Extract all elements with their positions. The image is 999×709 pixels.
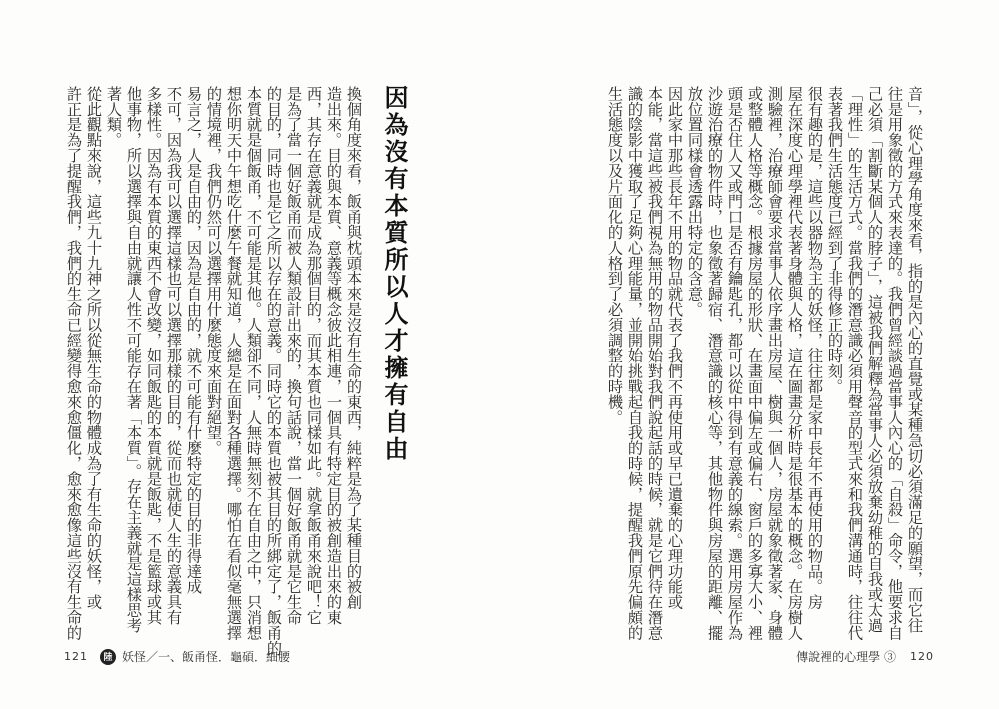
text-column: 因此家中那些長年不用的物品就代表了我們不再使用或早已遺棄的心理功能或 (666, 86, 684, 610)
chapter-badge: 陸 (100, 649, 116, 665)
text-column: 易言之，人是自由的，因為是自由的，就不可能有什麼特定的目的非得達成 (185, 86, 203, 595)
page-number: 120 (910, 650, 934, 663)
text-column: 不可，因為我可以選擇這樣也可以選擇那樣的目的，從而也就使人生的意義具有 (165, 86, 183, 625)
running-header: 妖怪／一、飯甬怪．龜碩．細腰 (122, 650, 291, 664)
text-column: 或整體人格等概念。根據房屋的形狀、在畫面中偏左或偏右、窗戶的多寡大小、裡 (746, 86, 764, 641)
text-column: 許正是為了提醒我們，我們的生命已經變得愈來愈僵化，愈來愈像這些沒有生命的 (65, 86, 83, 641)
right-footer (796, 648, 934, 665)
text-column: 從此觀點來說，這些九十九神之所以從無生命的物體成為了有生命的妖怪，或 (85, 86, 103, 610)
text-column: 「理性」的生活方式。當我們的潛意識必須用聲音的型式來和我們溝通時，往往代 (846, 86, 864, 641)
text-column: 本能，當這些被我們視為無用的物品開始對我們說起話的時候，就是它們待在潛意 (646, 86, 664, 641)
text-column: 的情境裡，我們仍然可以選擇用什麼態度來面對絕望。 (205, 86, 223, 456)
text-column: 是為了當一個好飯甬而被人類設計出來的，換句話說，當一個好飯甬就是它生命 (285, 86, 303, 625)
text-column: 著人類。 (105, 86, 123, 148)
text-column: 音」，從心理學角度來看，指的是內心的直覺或某種急切必須滿足的願望，而它往 (906, 86, 924, 633)
text-column: 往是用象徵的方式來表達的。我們曾經談過當事人內心的「自殺」命令，他要求自 (886, 86, 904, 641)
page-number: 121 (64, 650, 88, 663)
text-column: 己必須「割斷某個人的脖子」，這被我們解釋為當事人必須放棄幼稚的自我或太過 (866, 86, 884, 633)
text-column: 換個角度來看，飯甬與枕頭本來是沒有生命的東西，純粹是為了某種目的被創 (345, 86, 363, 610)
text-column: 很有趣的是，這些以器物為主的妖怪，往往都是家中長年不再使用的物品。房 (806, 86, 824, 610)
text-column: 識的陰影中獲取了足夠心理能量，並開始挑戰起自我的時候，提醒我們原先偏頗的 (626, 86, 644, 641)
text-column: 沙遊治療的物件時，也象徵著歸宿、潛意識的核心等，其他物件與房屋的距離、擺 (706, 86, 724, 641)
text-column: 西，其存在意義就是成為那個目的，而其本質也同樣如此。就拿飯甬來說吧！它 (305, 86, 323, 625)
text-column: 屋在深度心理學裡代表著身體與人格，這在圖畫分析時是很基本的概念。在房樹人 (786, 86, 804, 641)
book-title: 傳說裡的心理學 ③ (796, 650, 896, 664)
text-column: 的目的，同時也是它之所以存在的意義。同時它的本質也被其目的所綁定了，飯甬的 (265, 86, 283, 656)
text-column: 頭是否住人又或門口是否有鑰匙孔，都可以從中得到有意義的線索。選用房屋作為 (726, 86, 744, 641)
text-column: 表著我們生活態度已經到了非得修正的時刻。 (826, 86, 844, 394)
text-column: 生活態度以及片面化的人格到了必須調整的時機。 (606, 86, 624, 425)
left-footer (64, 648, 290, 665)
text-column: 他事物，所以選擇與自由就讓人性不可能存在著「本質」。存在主義就是這樣思考 (125, 86, 143, 633)
text-column: 本質就是個飯甬，不可能是其他。人類卻不同，人無時無刻不在自由之中，只消想 (245, 86, 263, 641)
text-column: 造出來。目的與本質、意義等概念彼此相連，一個具有特定目的被創造出來的東 (325, 86, 343, 625)
section-heading: 因為沒有本質所以人才擁有自由 (380, 85, 408, 463)
text-column: 想你明天中午想吃什麼午餐就知道，人總是在面對各種選擇。哪怕在看似毫無選擇 (225, 86, 243, 641)
text-column: 多樣性。因為有本質的東西不會改變，如同飯匙的本質就是飯匙，不是籃球或其 (145, 86, 163, 625)
right-page (500, 0, 999, 709)
text-column: 放位置同樣會透露出特定的含意。 (686, 86, 704, 317)
text-column: 測驗裡，治療師會要求當事人依序畫出房屋、樹與一個人，房屋就象徵著家、身體 (766, 86, 784, 641)
